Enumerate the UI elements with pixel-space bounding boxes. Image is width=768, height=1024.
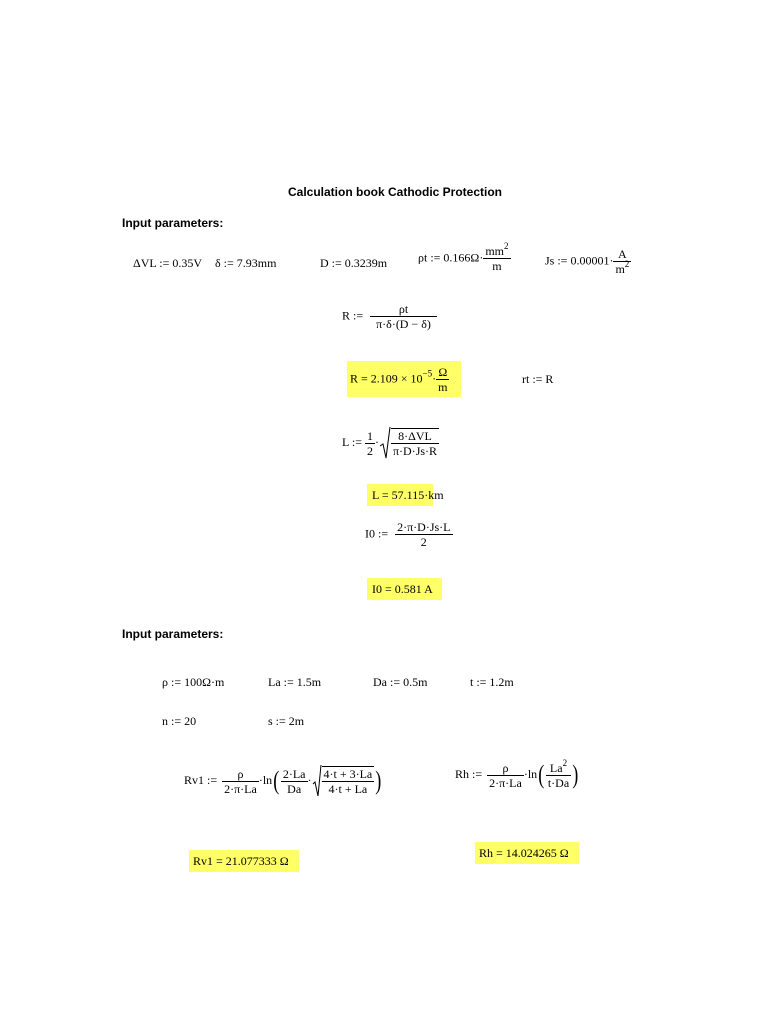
- rv1-result: Rv1 = 21.077333 Ω: [193, 854, 289, 868]
- r-result: [350, 365, 449, 394]
- rho-input: ρ := 100Ω·m: [162, 675, 225, 689]
- rh-def-n2: La: [549, 760, 563, 775]
- delta-thickness-input: δ := 7.93mm: [215, 256, 277, 270]
- rv1-def-n2: 2·La: [282, 766, 306, 781]
- rh-def-lhs: Rh :=: [455, 766, 483, 781]
- delta-vl-input: ΔVL := 0.35V: [133, 256, 203, 270]
- rt-assignment: rt := R: [522, 372, 554, 386]
- js-unit-den-exp: 2: [624, 259, 630, 269]
- r-result-unit: [436, 365, 449, 394]
- rv1-def-frac2: [281, 767, 308, 796]
- rh-def-n2-exp: 2: [562, 757, 568, 768]
- rho-t-unit-den: m: [483, 258, 510, 273]
- l-result: L = 57.115·km: [372, 488, 444, 502]
- l-def-num: 8·ΔVL: [398, 429, 432, 443]
- rh-def-d1: 2·π·La: [489, 775, 522, 790]
- i0-def-fraction: [395, 520, 452, 549]
- rh-def-frac1: [487, 761, 524, 790]
- sqrt-icon: [379, 426, 391, 460]
- r-result-exp: −5: [422, 368, 433, 379]
- js-unit-den: m: [615, 262, 625, 276]
- da-input: Da := 0.5m: [373, 675, 428, 689]
- r-def-den: π·δ·(D − δ): [370, 316, 437, 331]
- l-def-half-den: 2: [367, 443, 373, 458]
- rv1-def-n1: ρ: [237, 766, 244, 781]
- js-unit-fraction: [613, 247, 631, 276]
- la-input: La := 1.5m: [268, 675, 322, 689]
- l-def-den: π·D·Js·R: [393, 444, 438, 458]
- rho-t-unit-num: mm: [485, 244, 505, 258]
- rho-t-input: [418, 241, 511, 273]
- input-parameters-heading-1: Input parameters:: [122, 216, 224, 230]
- rv1-definition: Rv1 := $\frac{\rho}{2\cdot\pi\cdot La}$ ·ln( $\frac{2\cdot La}{Da}$ · $\frac{4\cdot t + 3\cdot La}{4\cdot t + La}$ ): [184, 766, 382, 796]
- rh-definition: Rh := $\frac{\rho}{2\cdot\pi\cdot La}$ ·ln( $\frac{La^2}{t\cdot Da}$ ): [455, 757, 579, 790]
- r-result-unit-num: Ω: [438, 365, 448, 379]
- i0-def-lhs: I0 :=: [365, 526, 389, 541]
- rh-def-d2: t·Da: [547, 775, 570, 790]
- l-definition: [342, 426, 439, 460]
- js-unit-num: A: [618, 247, 627, 261]
- l-def-half: [365, 429, 375, 458]
- document-title: Calculation book Cathodic Protection: [288, 185, 503, 199]
- i0-result: I0 = 0.581 A: [372, 582, 433, 596]
- input-parameters-heading-2: Input parameters:: [122, 627, 224, 641]
- l-def-sqrt-fraction: [391, 428, 439, 458]
- rh-def-frac2: [546, 757, 571, 790]
- rv1-def-lhs: Rv1 :=: [184, 772, 218, 787]
- r-result-text: R = 2.109 × 10: [350, 371, 423, 386]
- diameter-input: D := 0.3239m: [320, 256, 388, 270]
- rv1-def-n3: 4·t + 3·La: [323, 767, 373, 781]
- s-input: s := 2m: [268, 714, 305, 728]
- i0-def-num: 2·π·D·Js·L: [397, 520, 451, 534]
- rho-t-unit-exp: 2: [504, 241, 509, 251]
- js-input: [545, 247, 631, 276]
- rh-def-ln: ·ln: [523, 766, 538, 781]
- sqrt-icon: [312, 764, 322, 798]
- r-result-unit-den: m: [438, 380, 448, 394]
- l-def-lhs: L :=: [342, 434, 362, 449]
- t-input: t := 1.2m: [470, 675, 514, 689]
- i0-def-den: 2: [395, 534, 452, 549]
- i0-definition: [365, 520, 453, 549]
- rv1-def-d1: 2·π·La: [224, 781, 257, 796]
- js-lhs: Js := 0.00001·: [545, 253, 614, 268]
- r-definition: [342, 302, 437, 331]
- l-def-dot: ·: [375, 434, 379, 449]
- rv1-def-d2: Da: [281, 781, 308, 796]
- rh-def-n1: ρ: [502, 760, 509, 775]
- l-def-sqrt: [379, 426, 439, 460]
- rho-t-unit-fraction: [483, 241, 510, 273]
- rh-result: Rh = 14.024265 Ω: [479, 846, 569, 860]
- r-result-mult: ·: [432, 371, 437, 386]
- rho-t-lhs: ρt := 0.166Ω·: [418, 250, 484, 265]
- l-def-half-num: 1: [367, 428, 373, 443]
- r-def-num: ρt: [398, 302, 409, 316]
- r-def-lhs: R :=: [342, 308, 364, 323]
- rv1-def-frac3: [322, 766, 375, 796]
- rv1-def-frac1: [222, 767, 259, 796]
- rv1-def-d3: 4·t + La: [322, 781, 375, 796]
- rv1-def-sqrt: [312, 764, 375, 798]
- n-input: n := 20: [162, 714, 197, 728]
- r-def-fraction: [370, 302, 437, 331]
- rv1-def-ln: ·ln: [258, 772, 273, 787]
